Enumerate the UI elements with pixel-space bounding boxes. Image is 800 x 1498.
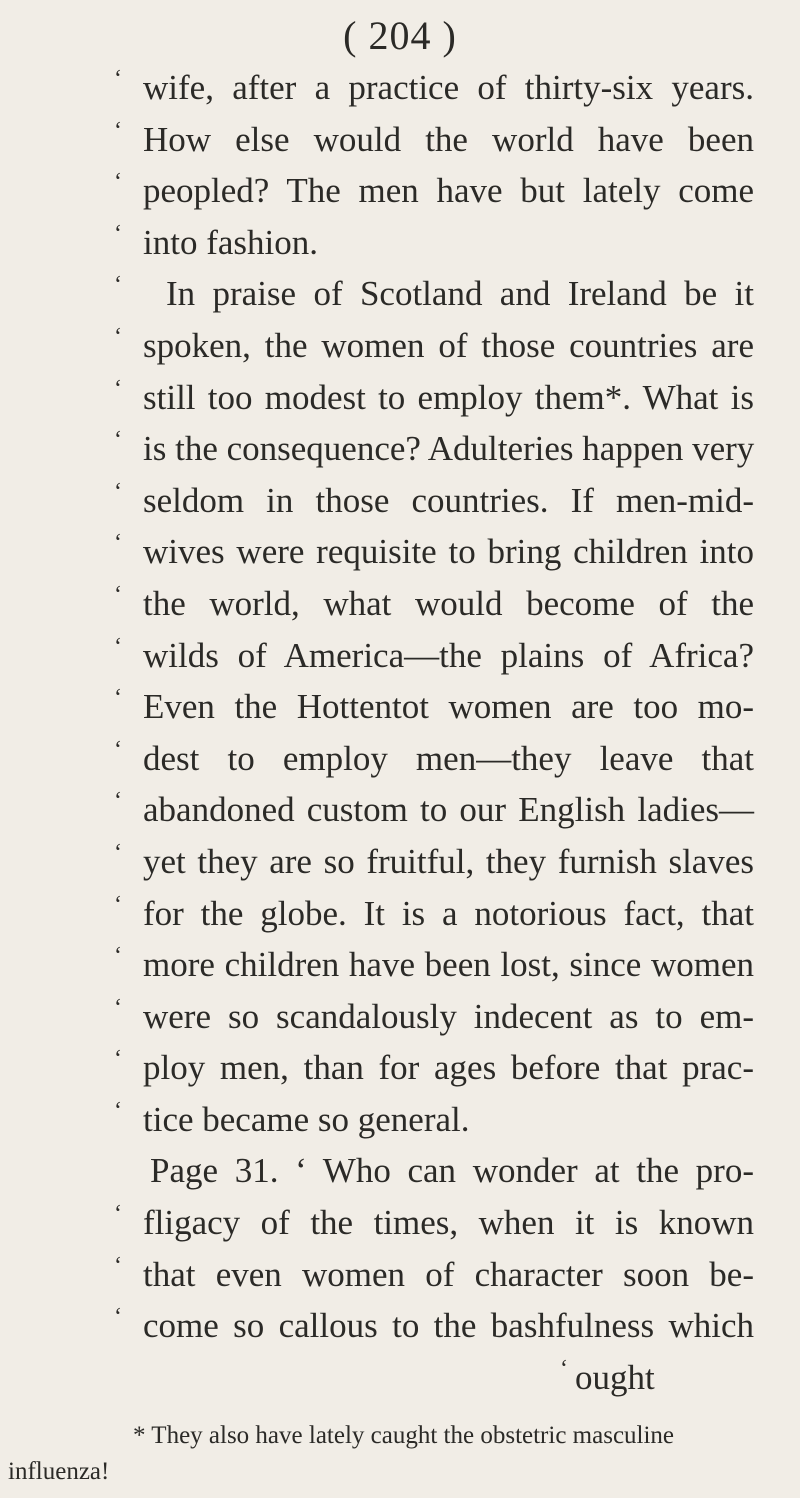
footnote-continuation: influenza! (8, 1458, 110, 1485)
quote-mark: ‘ (114, 891, 122, 918)
text-line (0, 1300, 800, 1352)
line-text: How else would the world have been (143, 119, 754, 159)
line-text: were so scandalously indecent as to em- (143, 996, 754, 1036)
line-text: for the globe. It is a notorious fact, that (143, 893, 754, 933)
line-text: the world, what would become of the (143, 583, 754, 623)
quote-mark: ‘ (114, 1097, 122, 1124)
catchword: ought (575, 1357, 655, 1397)
line-text: Even the Hottentot women are too mo- (143, 687, 754, 727)
quote-mark: ‘ (114, 427, 122, 454)
line-text: come so callous to the bashfulness which (143, 1306, 754, 1346)
line-text: peopled? The men have but lately come (143, 171, 754, 211)
quote-mark: ‘ (114, 1304, 122, 1331)
page-number: ( 204 ) (343, 13, 457, 58)
quote-mark: ‘ (114, 943, 122, 970)
line-text: that even women of character soon be- (143, 1254, 754, 1294)
line-text: wife, after a practice of thirty-six years. (143, 68, 754, 107)
line-text: wives were requisite to bring children into (143, 532, 754, 572)
quote-mark: ‘ (114, 478, 122, 505)
body-text (0, 62, 800, 1403)
quote-mark: ‘ (114, 788, 122, 815)
line-text: spoken, the women of those countries are (143, 325, 754, 365)
quote-mark: ‘ (114, 220, 122, 247)
quote-mark: ‘ (114, 581, 122, 608)
line-text: Page 31. ‘ Who can wonder at the pro- (150, 1151, 754, 1191)
quote-mark: ‘ (114, 736, 122, 763)
line-text: into fashion. (143, 222, 318, 262)
line-text: In praise of Scotland and Ireland be it (166, 274, 754, 314)
line-text: wilds of America—the plains of Africa? (143, 635, 754, 675)
quote-mark: ‘ (114, 1201, 122, 1228)
line-text: is the consequence? Adulteries happen very (143, 429, 755, 469)
line-text: fligacy of the times, when it is known (143, 1203, 754, 1243)
quote-mark: ‘ (560, 1355, 568, 1382)
quote-mark: ‘ (114, 1046, 122, 1073)
line-text: still too modest to employ them*. What is (143, 377, 754, 417)
line-text: yet they are so fruitful, they furnish slaves (143, 841, 754, 881)
quote-mark: ‘ (114, 323, 122, 350)
catchword-line (0, 1352, 800, 1404)
footnote (8, 1418, 763, 1490)
footnote-text: * They also have lately caught the obstetric masculine (133, 1422, 675, 1449)
quote-mark: ‘ (114, 169, 122, 196)
text-line (0, 1094, 800, 1146)
quote-mark: ‘ (114, 839, 122, 866)
quote-mark: ‘ (114, 66, 122, 92)
line-text: tice became so general. (143, 1099, 470, 1139)
quote-mark: ‘ (114, 530, 122, 557)
line-text: more children have been lost, since women (143, 945, 754, 985)
quote-mark: ‘ (114, 685, 122, 712)
quote-mark: ‘ (114, 1252, 122, 1279)
line-text: dest to employ men—they leave that (143, 738, 754, 778)
line-text: ploy men, than for ages before that prac- (143, 1048, 754, 1088)
quote-mark: ‘ (114, 633, 122, 660)
quote-mark: ‘ (114, 117, 122, 144)
quote-mark: ‘ (114, 994, 122, 1021)
quote-mark: ‘ (114, 272, 122, 299)
quote-mark: ‘ (114, 375, 122, 402)
line-text: abandoned custom to our English ladies— (143, 790, 754, 830)
line-text: seldom in those countries. If men-mid- (143, 480, 754, 520)
